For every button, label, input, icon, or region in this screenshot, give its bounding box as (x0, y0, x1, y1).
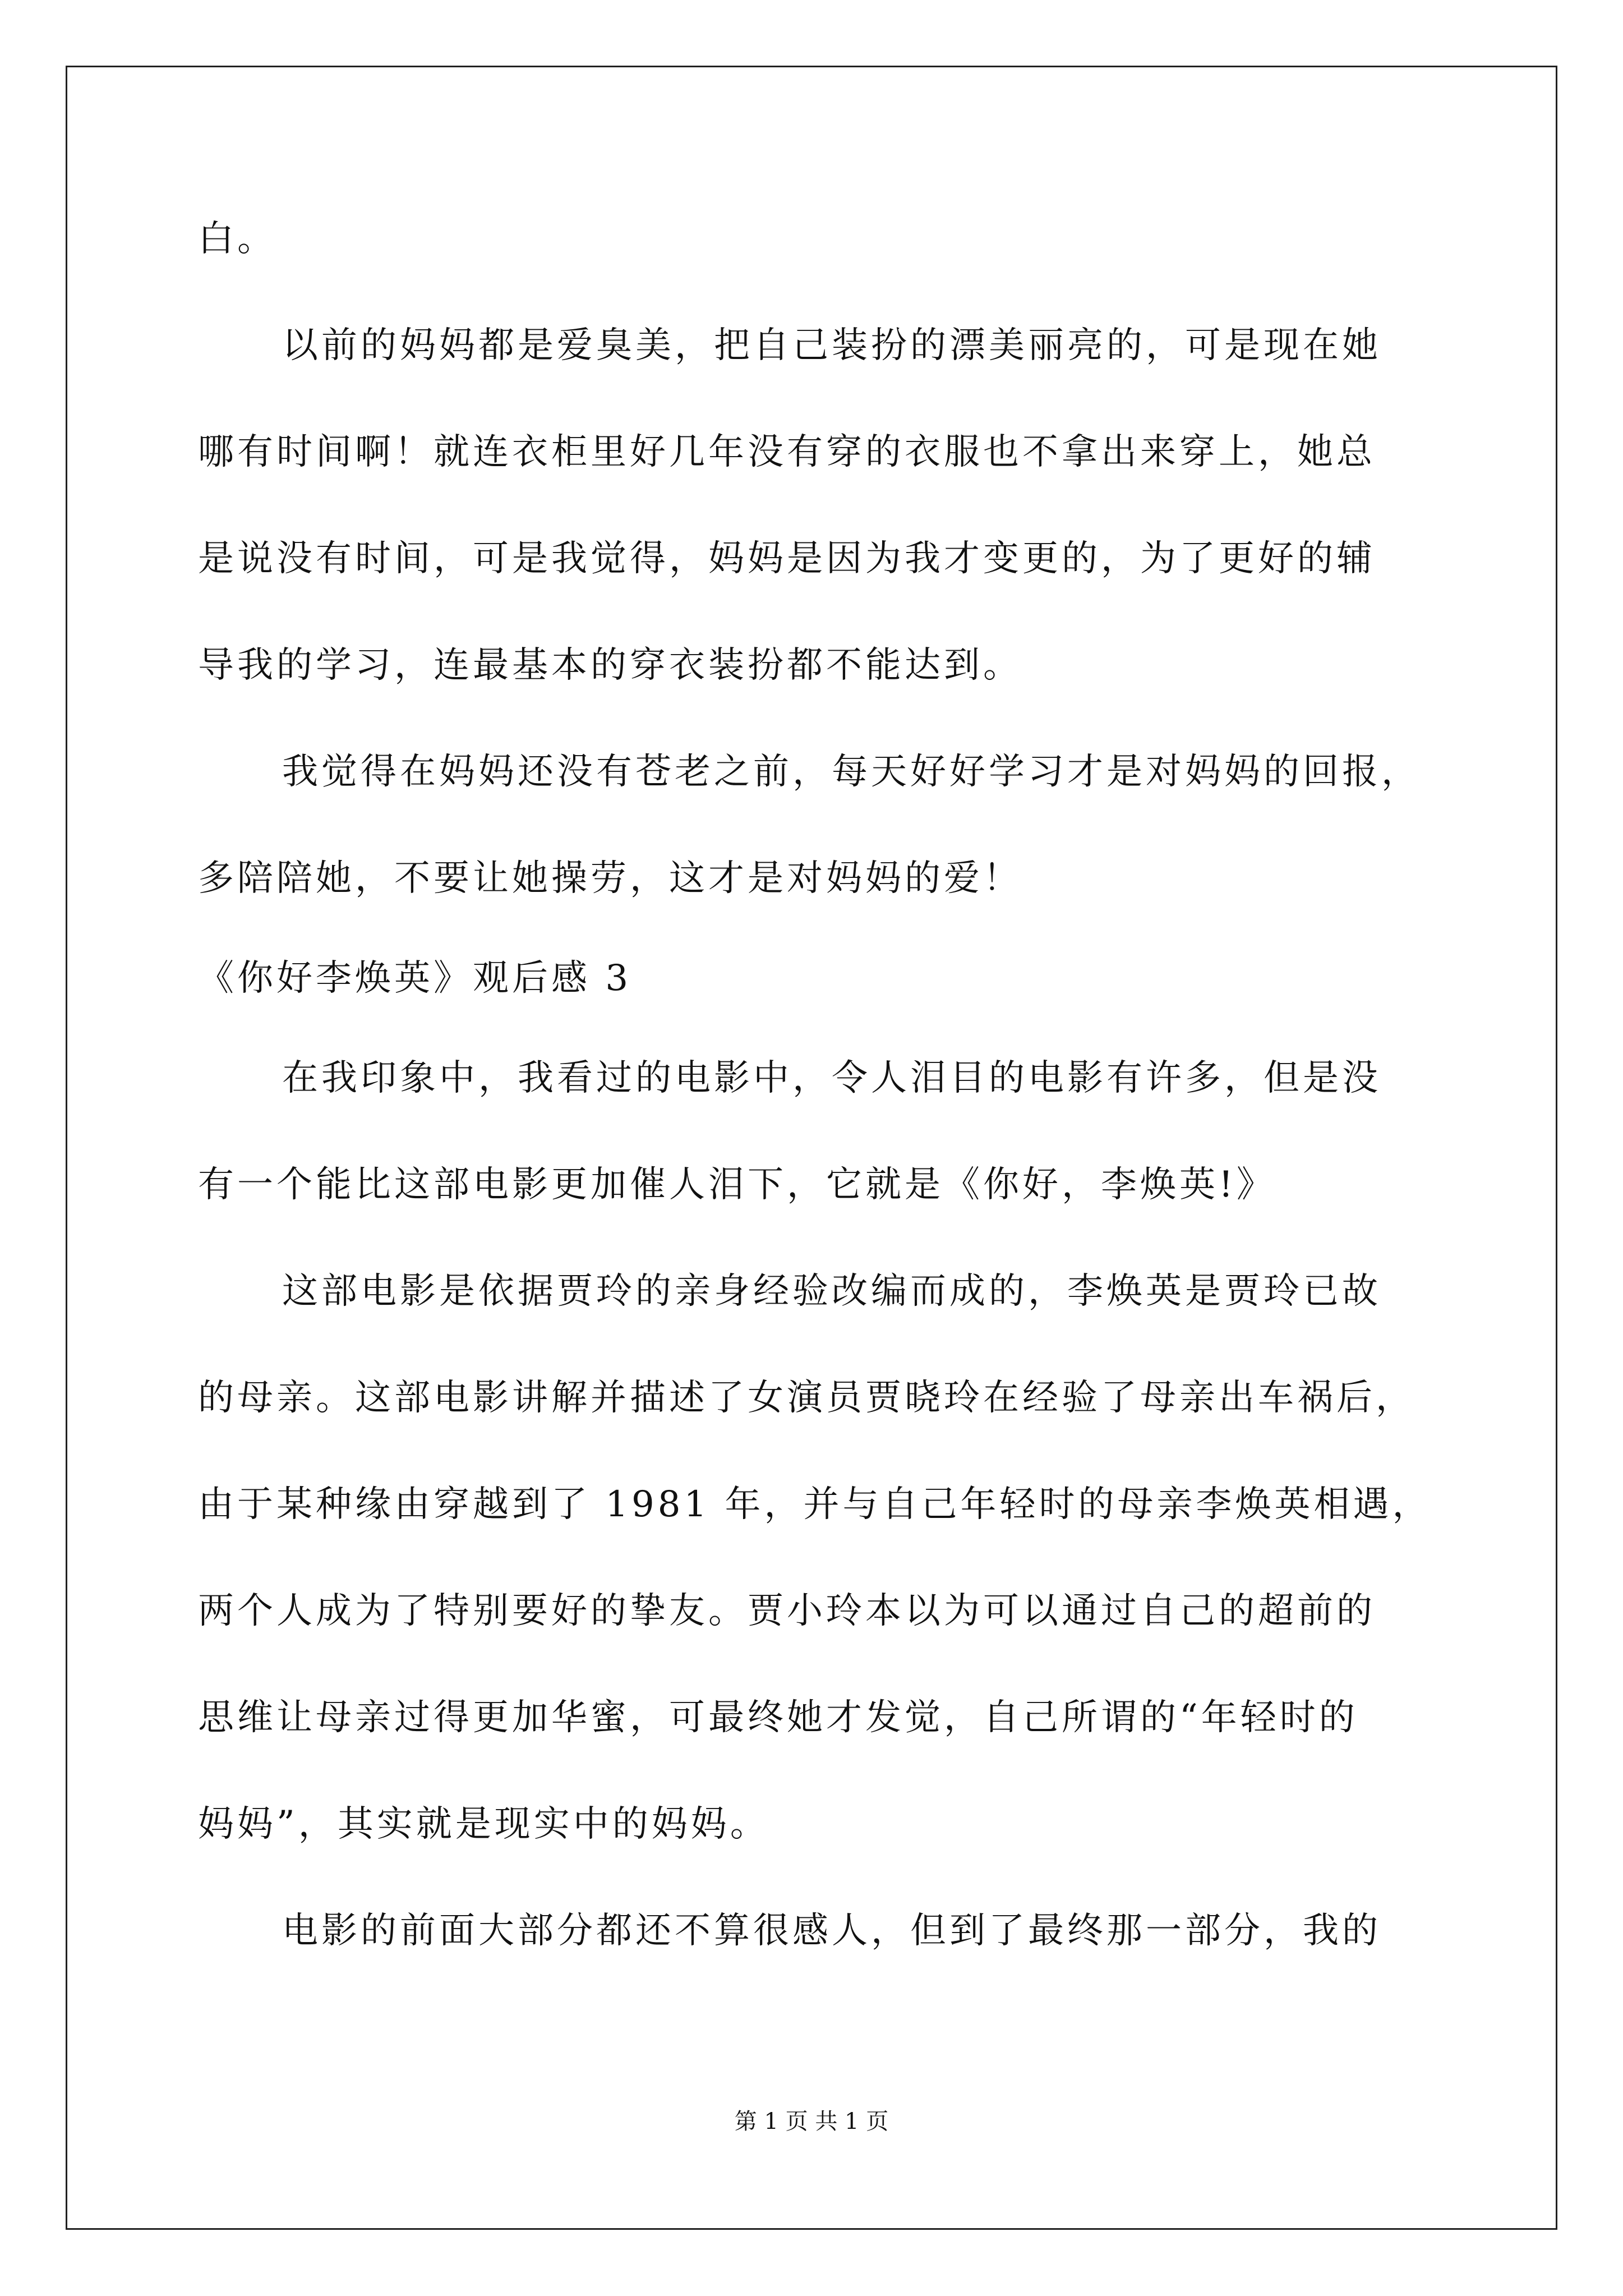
paragraph-1-line-2: 哪有时间啊！就连衣柜里好几年没有穿的衣服也不拿出来穿上，她总 (198, 431, 1376, 473)
paragraph-4-line-6: 妈妈”，其实就是现实中的妈妈。 (198, 1803, 769, 1845)
paragraph-4-line-2: 的母亲。这部电影讲解并描述了女演员贾晓玲在经验了母亲出车祸后， (198, 1377, 1415, 1419)
paragraph-3-line-1: 在我印象中，我看过的电影中，令人泪目的电影有许多，但是没 (282, 1057, 1381, 1099)
paragraph-4-line-5: 思维让母亲过得更加华蜜，可最终她才发觉，自己所谓的“年轻时的 (198, 1697, 1358, 1738)
text-line-1: 白。 (198, 218, 276, 260)
paragraph-4-line-3: 由于某种缘由穿越到了 1981 年，并与自己年轻时的母亲李焕英相遇， (198, 1484, 1432, 1525)
paragraph-1-line-4: 导我的学习，连最基本的穿衣装扮都不能达到。 (198, 645, 1022, 686)
paragraph-4-line-1: 这部电影是依据贾玲的亲身经验改编而成的，李焕英是贾玲已故 (282, 1271, 1381, 1312)
page-footer: 第 1 页 共 1 页 (734, 2109, 889, 2134)
paragraph-2-line-1: 我觉得在妈妈还没有苍老之前，每天好好学习才是对妈妈的回报， (282, 751, 1421, 793)
section-title: 《你好李焕英》观后感 3 (198, 958, 632, 999)
paragraph-1-line-3: 是说没有时间，可是我觉得，妈妈是因为我才变更的，为了更好的辅 (198, 538, 1376, 579)
paragraph-4-line-4: 两个人成为了特别要好的挚友。贾小玲本以为可以通过自己的超前的 (198, 1590, 1376, 1632)
paragraph-3-line-2: 有一个能比这部电影更加催人泪下，它就是《你好，李焕英!》 (198, 1164, 1276, 1205)
paragraph-5-line-1: 电影的前面大部分都还不算很感人，但到了最终那一部分，我的 (282, 1910, 1381, 1952)
paragraph-1-line-1: 以前的妈妈都是爱臭美，把自己装扮的漂美丽亮的，可是现在她 (282, 325, 1381, 366)
paragraph-2-line-2: 多陪陪她，不要让她操劳，这才是对妈妈的爱！ (198, 858, 1022, 899)
